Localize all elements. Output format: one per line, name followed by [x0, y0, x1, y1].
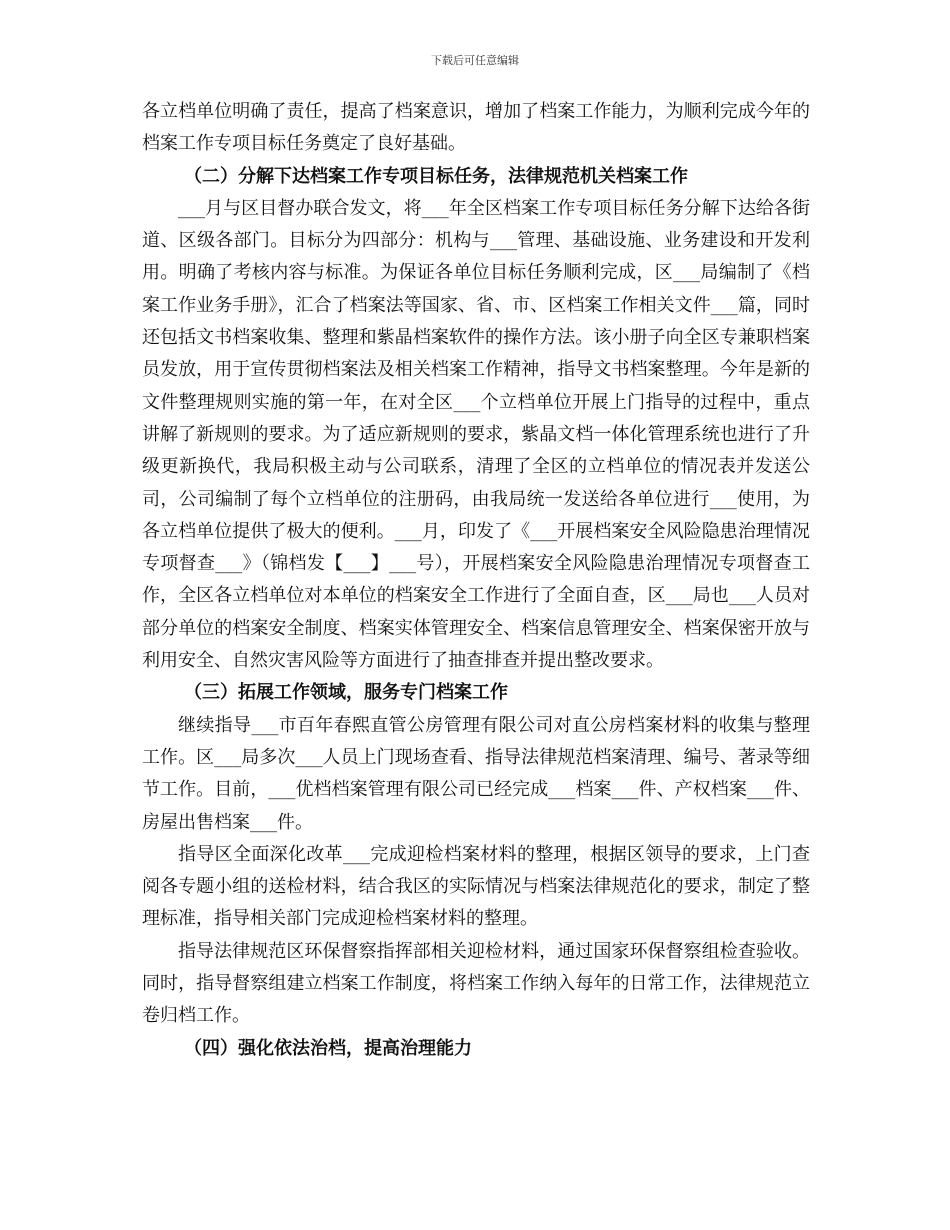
paragraph-section-2: ___月与区目督办联合发文，将___年全区档案工作专项目标任务分解下达给各街道、区级各部门。目标分为四部分：机构与___管理、基础设施、业务建设和开发利用。明确了考核内容与标准。为保证各单位目标任务顺利完成，区___局编制了《档案工作业务手册》，汇合了档案法等国家、省、市、区档案工作相关文件___篇，同时还包括文书档案收集、整理和紫晶档案软件的操作方法。该小册子向全区专兼职档案员发放，用于宣传贯彻档案法及相关档案工作精神，指导文书档案整理。今年是新的文件整理规则实施的第一年，在对全区___个立档单位开展上门指导的过程中，重点讲解了新规则的要求。为了适应新规则的要求，紫晶文档一体化管理系统也进行了升级更新换代，我局积极主动与公司联系，清理了全区的立档单位的情况表并发送公司，公司编制了每个立档单位的注册码，由我局统一发送给各单位进行___使用，为各立档单位提供了极大的便利。___月，印发了《___开展档案安全风险隐患治理情况专项督查___》（锦档发【___】___号），开展档案安全风险隐患治理情况专项督查工作，全区各立档单位对本单位的档案安全工作进行了全面自查，区___局也___人员对部分单位的档案安全制度、档案实体管理安全、档案信息管理安全、档案保密开放与利用安全、自然灾害风险等方面进行了抽查排查并提出整改要求。 — [142, 197, 810, 672]
section-heading-4: （四）强化依法治档，提高治理能力 — [184, 1037, 472, 1059]
paragraph-section-3a: 继续指导___市百年春熙直管公房管理有限公司对直公房档案材料的收集与整理工作。区___局多次___人员上门现场查看、指导法律规范档案清理、编号、著录等细节工作。目前，___优档档案管理有限公司已经完成___档案___件、产权档案___件、房屋出售档案___件。 — [142, 714, 810, 833]
paragraph-intro: 各立档单位明确了责任，提高了档案意识，增加了档案工作能力，为顺利完成今年的档案工作专项目标任务奠定了良好基础。 — [142, 101, 810, 155]
section-heading-3: （三）拓展工作领域，服务专门档案工作 — [184, 682, 508, 704]
document-body — [142, 96, 810, 1065]
section-heading-2: （二）分解下达档案工作专项目标任务，法律规范机关档案工作 — [184, 165, 688, 187]
paragraph-section-3b: 指导区全面深化改革___完成迎检档案材料的整理，根据区领导的要求，上门查阅各专题小组的送检材料，结合我区的实际情况与档案法律规范化的要求，制定了整理标准，指导相关部门完成迎检档案材料的整理。 — [142, 843, 810, 930]
page-header-note: 下载后可任意编辑 — [431, 54, 519, 67]
paragraph-section-3c: 指导法律规范区环保督察指挥部相关迎检材料，通过国家环保督察组检查验收。同时，指导督察组建立档案工作制度，将档案工作纳入每年的日常工作，法律规范立卷归档工作。 — [142, 940, 810, 1027]
